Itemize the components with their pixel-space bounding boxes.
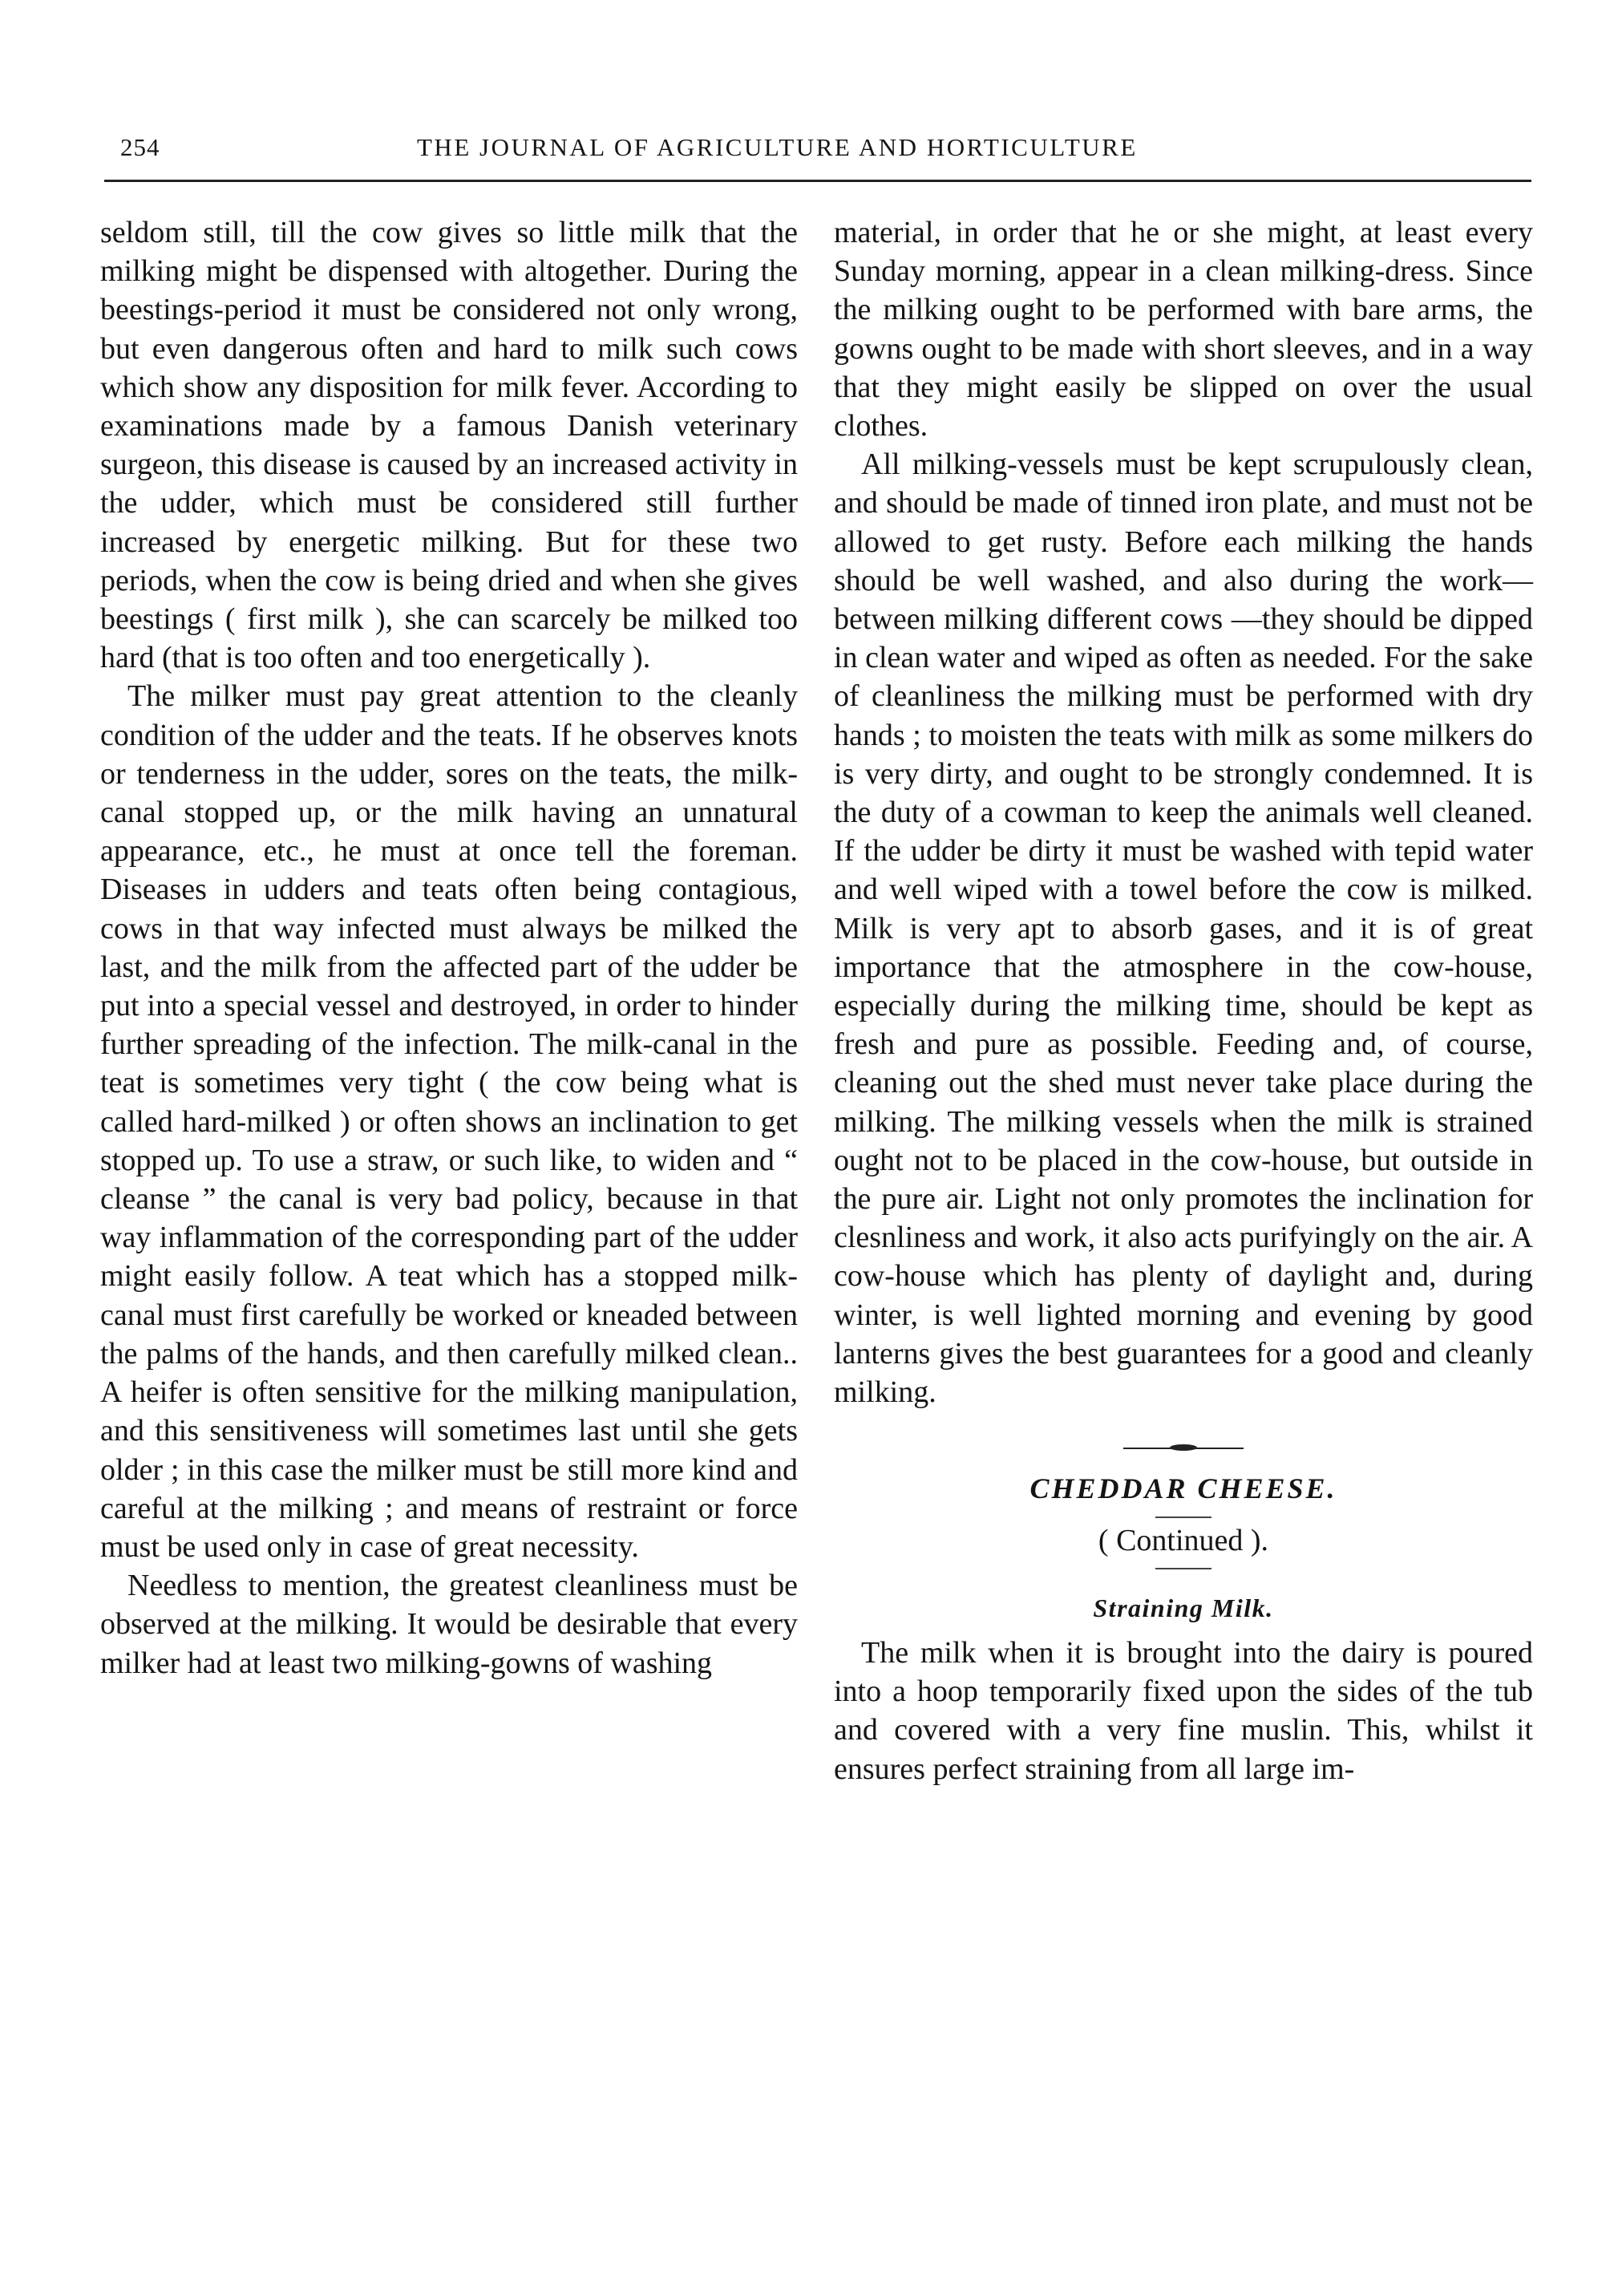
section-divider-ornament: [1123, 1444, 1244, 1453]
paragraph: Needless to mention, the greatest cleanliness must be observed at the milking. It would be desirable that every milker had at least two milking-gowns of washing: [100, 1569, 798, 1680]
cheddar-cheese-section: [834, 1444, 1533, 1788]
section-title: CHEDDAR CHEESE.: [1029, 1472, 1337, 1505]
header-rule: [104, 180, 1531, 182]
paragraph: The milker must pay great attention to the cleanly condition of the udder and the teats. If he observes knots or tenderness in the udder, sores on the teats, the milk-canal stopped up, or the milk having an unnatural appearance, etc., he must at once tell the foreman. Diseases in udders and teats often being contagious, cows in that way infected must always be milked the last, and the milk from the affected part of the udder be put into a special vessel and destroyed, in order to hinder further spreading of the infection. The milk-canal in the teat is sometimes very tight ( the cow being what is called hard-milked ) or often shows an inclination to get stopped up. To use a straw, or such like, to widen and “ cleanse ” the canal is very bad policy, because in that way inflammation of the corresponding part of the udder might easily follow. A teat which has a stopped milk-canal must first carefully be worked or kneaded between the palms of the hands, and then carefully milked clean.. A heifer is often sensitive for the milking manipulation, and this sensitiveness will sometimes last until she gets older ; in this case the milker must be still more kind and careful at the milking ; and means of restraint or force must be used only in case of great necessity.: [100, 679, 798, 1564]
section-subtitle: ( Continued ).: [1098, 1523, 1269, 1557]
subheading: Straining Milk.: [1093, 1593, 1274, 1622]
left-column: [100, 213, 798, 1683]
small-rule: [1155, 1516, 1211, 1518]
small-rule: [1155, 1568, 1211, 1569]
right-column: [834, 213, 1533, 1788]
running-head: THE JOURNAL OF AGRICULTURE AND HORTICULTURE: [417, 133, 1138, 161]
page-header: [120, 128, 1531, 176]
paragraph: seldom still, till the cow gives so little milk that the milking might be dispensed with altogether. During the beestings-period it must be considered not only wrong, but even dangerous often and hard to milk such cows which show any disposition for milk fever. According to examinations made by a famous Danish veterinary surgeon, this disease is caused by an increased activity in the udder, which must be considered still further increased by energetic milking. But for these two periods, when the cow is being dried and when she gives beestings ( first milk ), she can scarcely be milked too hard (that is too often and too energetically ).: [100, 216, 798, 675]
page-number: 254: [120, 133, 160, 161]
paragraph: The milk when it is brought into the dairy is poured into a hoop temporarily fixed upon the sides of the tub and covered with a very fine muslin. This, whilst it ensures perfect straining from all large im-: [834, 1635, 1533, 1786]
paragraph: material, in order that he or she might, at least every Sunday morning, appear in a clean milking-dress. Since the milking ought to be performed with bare arms, the gowns ought to be made with short sleeves, and in a way that they might easily be slipped on over the usual clothes.: [834, 216, 1533, 443]
paragraph: All milking-vessels must be kept scrupulously clean, and should be made of tinned iron plate, and must not be allowed to get rusty. Before each milking the hands should be well washed, and also during the work—between milking different cows —they should be dipped in clean water and wiped as often as needed. For the sake of cleanliness the milking must be performed with dry hands ; to moisten the teats with milk as some milkers do is very dirty, and ought to be strongly condemned. It is the duty of a cowman to keep the animals well cleaned. If the udder be dirty it must be washed with tepid water and well wiped with a towel before the cow is milked. Milk is very apt to absorb gases, and it is of great importance that the atmosphere in the cow-house, especially during the milking time, should be kept as fresh and pure as possible. Feeding and, of course, cleaning out the shed must never take place during the milking. The milking vessels when the milk is strained ought not to be placed in the cow-house, but outside in the pure air. Light not only promotes the inclination for clesnliness and work, it also acts purifyingly on the air. A cow-house which has plenty of daylight and, during winter, is well lighted morning and evening by good lanterns gives the best guarantees for a good and cleanly milking.: [834, 447, 1533, 1410]
